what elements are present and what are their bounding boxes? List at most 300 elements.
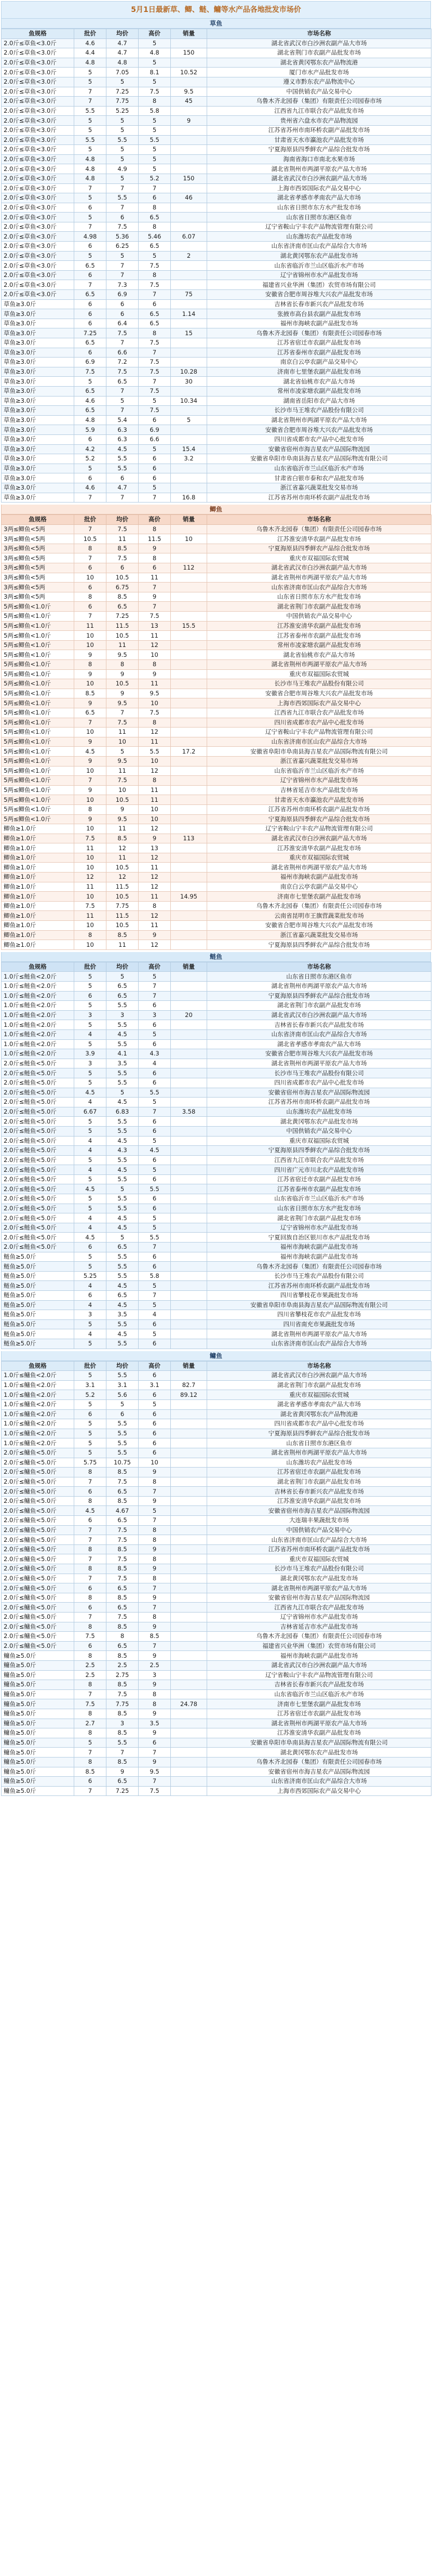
spec-cell: 2.0斤≤草鱼<3.0斤 (2, 68, 74, 77)
wholesale-price-cell: 5.9 (74, 425, 106, 435)
market-name-cell: 长沙市马王堆农产品股份有限公司 (207, 1564, 431, 1574)
market-name-cell: 福州市海峡农副产品批发市场 (207, 1252, 431, 1262)
wholesale-price-cell: 6.67 (74, 1107, 106, 1117)
market-name-cell: 江苏省泰州市农副产品批发市场 (207, 1184, 431, 1194)
wholesale-price-cell: 5 (74, 1204, 106, 1213)
table-row (2, 563, 431, 573)
table-row (2, 1184, 431, 1194)
high-price-cell: 5 (139, 1165, 171, 1175)
spec-cell: 鲫鱼≥1.0斤 (2, 911, 74, 921)
high-price-cell: 5 (139, 251, 171, 261)
market-name-cell: 重庆市双福国际农贸城 (207, 1136, 431, 1146)
volume-cell (171, 106, 207, 116)
market-name-cell: 宁夏回族自治区银川市水产品批发市场 (207, 1233, 431, 1243)
table-row (2, 766, 431, 776)
table-row (2, 1709, 431, 1719)
spec-cell: 5两≤鲫鱼<1.0斤 (2, 766, 74, 776)
high-price-cell: 4.8 (139, 48, 171, 58)
high-price-cell: 5.8 (139, 1271, 171, 1281)
table-row (2, 1786, 431, 1796)
table-row (2, 97, 431, 107)
market-name-cell: 海南省海口市南北水果市场 (207, 154, 431, 164)
spec-cell: 草鱼≥3.0斤 (2, 483, 74, 493)
wholesale-price-cell: 4.98 (74, 232, 106, 242)
market-name-cell: 江苏省宿迁市农副产品批发市场 (207, 1468, 431, 1477)
market-name-cell: 江西省九江市联合农产品批发市场 (207, 708, 431, 718)
high-price-cell: 8 (139, 97, 171, 107)
volume-cell: 10.28 (171, 367, 207, 377)
high-price-cell: 7.5 (139, 358, 171, 367)
spec-cell: 3两≤鲫鱼<5两 (2, 563, 74, 573)
high-price-cell: 5.2 (139, 174, 171, 183)
spec-cell: 草鱼≥3.0斤 (2, 328, 74, 338)
table-row (2, 612, 431, 622)
wholesale-price-cell: 5 (74, 1438, 106, 1448)
table-row (2, 737, 431, 747)
wholesale-price-cell: 10 (74, 728, 106, 737)
market-name-cell: 湖北省荆州市两湖平原农产品大市场 (207, 660, 431, 670)
table-row (2, 853, 431, 863)
volume-cell (171, 203, 207, 213)
volume-cell (171, 1291, 207, 1301)
table-row (2, 1583, 431, 1593)
table-row (2, 972, 431, 982)
column-header: 销量 (171, 29, 207, 39)
average-price-cell: 10.5 (106, 863, 139, 873)
column-header: 均价 (106, 515, 139, 525)
volume-cell (171, 1194, 207, 1204)
volume-cell: 82.7 (171, 1380, 207, 1390)
spec-cell: 2.0斤≤草鱼<3.0斤 (2, 242, 74, 252)
market-name-cell: 安徽省宿州市海吉星农产品国际物流园 (207, 1767, 431, 1777)
high-price-cell: 10 (139, 804, 171, 814)
average-price-cell: 5 (106, 1399, 139, 1409)
spec-cell: 2.0斤≤草鱼<3.0斤 (2, 87, 74, 97)
average-price-cell: 6.9 (106, 290, 139, 300)
high-price-cell: 10 (139, 756, 171, 766)
market-name-cell: 安徽省合肥市周谷堆大兴农产品批发市场 (207, 290, 431, 300)
volume-cell (171, 270, 207, 280)
high-price-cell: 11 (139, 737, 171, 747)
spec-cell: 草鱼≥3.0斤 (2, 444, 74, 454)
average-price-cell: 7.75 (106, 97, 139, 107)
high-price-cell: 6 (139, 1319, 171, 1329)
spec-cell: 5两≤鲫鱼<1.0斤 (2, 737, 74, 747)
table-row (2, 1319, 431, 1329)
average-price-cell: 10.5 (106, 795, 139, 805)
table-row (2, 68, 431, 77)
spec-cell: 2.0斤≤鳙鱼<5.0斤 (2, 1496, 74, 1506)
column-header: 销量 (171, 515, 207, 525)
spec-cell: 1.0斤≤鲢鱼<2.0斤 (2, 1010, 74, 1020)
spec-cell: 草鱼≥3.0斤 (2, 367, 74, 377)
spec-cell: 鲫鱼≥1.0斤 (2, 901, 74, 911)
wholesale-price-cell: 4 (74, 1136, 106, 1146)
table-row (2, 116, 431, 126)
average-price-cell: 5.5 (106, 1319, 139, 1329)
volume-cell (171, 1020, 207, 1030)
wholesale-price-cell: 6.5 (74, 708, 106, 718)
table-row (2, 145, 431, 155)
wholesale-price-cell: 4 (74, 1329, 106, 1339)
average-price-cell: 7.5 (106, 222, 139, 232)
volume-cell (171, 1409, 207, 1419)
high-price-cell: 9.5 (139, 1767, 171, 1777)
average-price-cell: 5.5 (106, 1271, 139, 1281)
market-name-cell: 张掖市高台县农副产品批发市场 (207, 309, 431, 319)
volume-cell: 15.5 (171, 621, 207, 631)
volume-cell (171, 473, 207, 483)
high-price-cell: 5 (139, 77, 171, 87)
high-price-cell: 8 (139, 1699, 171, 1709)
table-row (2, 328, 431, 338)
table-row (2, 1001, 431, 1011)
wholesale-price-cell: 4.5 (74, 1506, 106, 1516)
wholesale-price-cell: 6.9 (74, 358, 106, 367)
wholesale-price-cell: 10 (74, 921, 106, 931)
high-price-cell: 6 (139, 415, 171, 425)
spec-cell: 2.0斤≤草鱼<3.0斤 (2, 290, 74, 300)
high-price-cell: 7 (139, 1107, 171, 1117)
volume-cell (171, 863, 207, 873)
high-price-cell: 10 (139, 1458, 171, 1468)
volume-cell (171, 650, 207, 660)
spec-cell: 鲫鱼≥1.0斤 (2, 834, 74, 843)
table-row (2, 1380, 431, 1390)
high-price-cell: 6 (139, 193, 171, 203)
volume-cell (171, 1204, 207, 1213)
volume-cell (171, 1689, 207, 1699)
high-price-cell: 7 (139, 602, 171, 612)
wholesale-price-cell: 10 (74, 824, 106, 834)
market-name-cell: 遵义市黔东农产品物流中心 (207, 77, 431, 87)
spec-cell: 鲫鱼≥1.0斤 (2, 882, 74, 892)
average-price-cell: 5.5 (106, 1262, 139, 1272)
spec-cell: 2.0斤≤鲢鱼<5.0斤 (2, 1174, 74, 1184)
high-price-cell: 9 (139, 1728, 171, 1738)
table-row (2, 689, 431, 698)
volume-cell (171, 1506, 207, 1516)
wholesale-price-cell: 10 (74, 631, 106, 641)
high-price-cell: 7 (139, 1516, 171, 1526)
high-price-cell: 7 (139, 377, 171, 387)
wholesale-price-cell: 10 (74, 853, 106, 863)
wholesale-price-cell: 5 (74, 1252, 106, 1262)
high-price-cell: 8 (139, 1535, 171, 1545)
column-header: 鱼规格 (2, 29, 74, 39)
spec-cell: 草鱼≥3.0斤 (2, 299, 74, 309)
column-header: 均价 (106, 1361, 139, 1371)
average-price-cell: 11 (106, 534, 139, 544)
wholesale-price-cell: 5 (74, 68, 106, 77)
average-price-cell: 8.5 (106, 1564, 139, 1574)
average-price-cell: 6.83 (106, 1107, 139, 1117)
spec-cell: 3两≤鲫鱼<5两 (2, 592, 74, 602)
wholesale-price-cell: 5 (74, 464, 106, 473)
average-price-cell: 6.3 (106, 434, 139, 444)
spec-cell: 鲫鱼≥1.0斤 (2, 824, 74, 834)
wholesale-price-cell: 9 (74, 650, 106, 660)
spec-cell: 3两≤鲫鱼<5两 (2, 573, 74, 583)
wholesale-price-cell: 2.7 (74, 1719, 106, 1728)
column-header: 销量 (171, 1361, 207, 1371)
volume-cell (171, 145, 207, 155)
market-name-cell: 浙江省嘉兴蔬菜批发交易市场 (207, 483, 431, 493)
wholesale-price-cell: 10 (74, 795, 106, 805)
spec-cell: 2.0斤≤鲢鱼<5.0斤 (2, 1088, 74, 1098)
wholesale-price-cell: 6 (74, 309, 106, 319)
volume-cell (171, 1088, 207, 1098)
column-header: 批价 (74, 962, 106, 972)
average-price-cell: 7 (106, 270, 139, 280)
average-price-cell: 10.5 (106, 892, 139, 902)
high-price-cell: 8 (139, 718, 171, 728)
table-row (2, 1010, 431, 1020)
market-name-cell: 湖北省黄冈鄂东农产品物流港 (207, 1409, 431, 1419)
table-row (2, 756, 431, 766)
wholesale-price-cell: 5 (74, 1039, 106, 1049)
average-price-cell: 8.5 (106, 1622, 139, 1632)
high-price-cell: 7 (139, 1243, 171, 1252)
wholesale-price-cell: 4.6 (74, 38, 106, 48)
high-price-cell: 5 (139, 1213, 171, 1223)
table-row (2, 1223, 431, 1233)
table-row (2, 1613, 431, 1622)
column-header: 鱼规格 (2, 515, 74, 525)
market-name-cell: 江苏淮安清华农副产品批发市场 (207, 534, 431, 544)
column-header: 批价 (74, 1361, 106, 1371)
volume-cell (171, 1029, 207, 1039)
volume-cell: 10 (171, 534, 207, 544)
table-row (2, 718, 431, 728)
market-name-cell: 宁夏海原县四季鲜农产品综合批发市场 (207, 991, 431, 1001)
market-name-cell: 江苏省苏州市南环桥农副产品批发市场 (207, 1281, 431, 1291)
table-row (2, 1233, 431, 1243)
market-name-cell: 浙江省嘉兴蔬菜批发交易市场 (207, 930, 431, 940)
spec-cell: 鳙鱼≥5.0斤 (2, 1748, 74, 1758)
volume-cell: 46 (171, 193, 207, 203)
average-price-cell: 7 (106, 183, 139, 193)
spec-cell: 2.0斤≤草鱼<3.0斤 (2, 38, 74, 48)
average-price-cell: 9 (106, 804, 139, 814)
average-price-cell: 5 (106, 396, 139, 406)
wholesale-price-cell: 4 (74, 1165, 106, 1175)
volume-cell: 89.12 (171, 1390, 207, 1400)
market-name-cell: 中国供销农产品交易中心 (207, 612, 431, 622)
average-price-cell: 3.1 (106, 1380, 139, 1390)
wholesale-price-cell: 9 (74, 756, 106, 766)
wholesale-price-cell: 5.2 (74, 1390, 106, 1400)
volume-cell (171, 1329, 207, 1339)
high-price-cell: 5.8 (139, 106, 171, 116)
table-row (2, 270, 431, 280)
table-row (2, 982, 431, 992)
table-row (2, 834, 431, 843)
spec-cell: 鳙鱼≥5.0斤 (2, 1689, 74, 1699)
high-price-cell: 6 (139, 1438, 171, 1448)
wholesale-price-cell: 5 (74, 1319, 106, 1329)
volume-cell (171, 911, 207, 921)
market-name-cell: 辽宁省鞍山宁丰农产品物流管理有限公司 (207, 222, 431, 232)
wholesale-price-cell: 6 (74, 434, 106, 444)
high-price-cell: 13 (139, 843, 171, 853)
wholesale-price-cell: 4.4 (74, 48, 106, 58)
high-price-cell: 6 (139, 1078, 171, 1088)
table-row (2, 261, 431, 271)
table-row (2, 1448, 431, 1458)
wholesale-price-cell: 6.5 (74, 261, 106, 271)
volume-cell (171, 824, 207, 834)
high-price-cell: 8 (139, 524, 171, 534)
volume-cell (171, 1496, 207, 1506)
market-name-cell: 宁夏海原县四季鲜农产品综合批发市场 (207, 940, 431, 950)
average-price-cell: 7.5 (106, 1689, 139, 1699)
market-name-cell: 江苏省泰州市农副产品批发市场 (207, 631, 431, 641)
volume-cell: 6.07 (171, 232, 207, 242)
average-price-cell: 7.75 (106, 901, 139, 911)
average-price-cell: 6 (106, 1409, 139, 1419)
spec-cell: 2.0斤≤鳙鱼<5.0斤 (2, 1525, 74, 1535)
high-price-cell: 6 (139, 1194, 171, 1204)
wholesale-price-cell: 11 (74, 621, 106, 631)
average-price-cell: 4.5 (106, 1098, 139, 1107)
spec-cell: 2.0斤≤草鱼<3.0斤 (2, 135, 74, 145)
market-name-cell: 福州市海峡农副产品批发市场 (207, 1651, 431, 1661)
table-row (2, 911, 431, 921)
volume-cell (171, 843, 207, 853)
wholesale-price-cell: 6 (74, 991, 106, 1001)
spec-cell: 5两≤鲫鱼<1.0斤 (2, 660, 74, 670)
average-price-cell: 5.5 (106, 1068, 139, 1078)
wholesale-price-cell: 5 (74, 77, 106, 87)
column-header: 市场名称 (207, 1361, 431, 1371)
high-price-cell: 7 (139, 1291, 171, 1301)
average-price-cell: 5 (106, 77, 139, 87)
high-price-cell: 5 (139, 1329, 171, 1339)
high-price-cell: 7.5 (139, 406, 171, 416)
high-price-cell: 5 (139, 154, 171, 164)
high-price-cell: 5 (139, 1281, 171, 1291)
high-price-cell: 8 (139, 270, 171, 280)
table-row (2, 1271, 431, 1281)
market-name-cell: 江苏省苏州市南环桥农副产品批发市场 (207, 804, 431, 814)
spec-cell: 2.0斤≤草鱼<3.0斤 (2, 232, 74, 242)
high-price-cell: 9 (139, 1680, 171, 1690)
table-row (2, 795, 431, 805)
market-name-cell: 山东潍坊农产品批发市场 (207, 1107, 431, 1117)
wholesale-price-cell: 8 (74, 1496, 106, 1506)
average-price-cell: 11 (106, 824, 139, 834)
average-price-cell: 5.25 (106, 106, 139, 116)
average-price-cell: 5.5 (106, 1126, 139, 1136)
wholesale-price-cell: 4 (74, 1223, 106, 1233)
wholesale-price-cell: 8 (74, 1564, 106, 1574)
high-price-cell: 7 (139, 1487, 171, 1497)
market-name-cell: 江西省九江市联合农产品批发市场 (207, 1603, 431, 1613)
average-price-cell: 6.5 (106, 1583, 139, 1593)
average-price-cell: 8.5 (106, 1709, 139, 1719)
high-price-cell: 6 (139, 1252, 171, 1262)
volume-cell (171, 592, 207, 602)
spec-cell: 草鱼≥3.0斤 (2, 425, 74, 435)
average-price-cell: 5.5 (106, 1001, 139, 1011)
market-name-cell: 辽宁省锦州市水产品批发市场 (207, 1223, 431, 1233)
average-price-cell: 9.5 (106, 650, 139, 660)
table-row (2, 242, 431, 252)
wholesale-price-cell: 6.5 (74, 338, 106, 348)
average-price-cell: 4.5 (106, 1136, 139, 1146)
spec-cell: 2.0斤≤鲢鱼<5.0斤 (2, 1194, 74, 1204)
average-price-cell: 4.5 (106, 1223, 139, 1233)
average-price-cell: 9 (106, 669, 139, 679)
volume-cell (171, 1603, 207, 1613)
market-name-cell: 安徽省宿州市海吉星农产品国际物流园 (207, 1088, 431, 1098)
volume-cell (171, 804, 207, 814)
wholesale-price-cell: 3 (74, 1310, 106, 1320)
average-price-cell: 7.25 (106, 87, 139, 97)
average-price-cell: 6.5 (106, 1243, 139, 1252)
average-price-cell: 8.5 (106, 1728, 139, 1738)
wholesale-price-cell: 4.6 (74, 483, 106, 493)
average-price-cell: 4.5 (106, 1281, 139, 1291)
volume-cell (171, 1271, 207, 1281)
high-price-cell: 5.5 (139, 135, 171, 145)
volume-cell (171, 972, 207, 982)
average-price-cell: 5.5 (106, 1039, 139, 1049)
wholesale-price-cell: 4 (74, 1146, 106, 1156)
table-row (2, 396, 431, 406)
average-price-cell: 6.5 (106, 602, 139, 612)
market-name-cell: 甘肃省白银市泰和农产品批发市场 (207, 473, 431, 483)
spec-cell: 鲢鱼≥5.0斤 (2, 1291, 74, 1301)
spec-cell: 1.0斤≤鳙鱼<2.0斤 (2, 1371, 74, 1381)
average-price-cell: 7.5 (106, 1477, 139, 1487)
volume-cell (171, 737, 207, 747)
market-name-cell: 济南市七里堡农副产品批发市场 (207, 892, 431, 902)
spec-cell: 1.0斤≤鳙鱼<2.0斤 (2, 1419, 74, 1429)
high-price-cell: 8 (139, 776, 171, 786)
volume-cell (171, 853, 207, 863)
high-price-cell: 7 (139, 493, 171, 503)
wholesale-price-cell: 7.5 (74, 901, 106, 911)
high-price-cell: 8 (139, 1525, 171, 1535)
average-price-cell: 5.5 (106, 1078, 139, 1088)
high-price-cell: 6.5 (139, 309, 171, 319)
wholesale-price-cell: 5 (74, 982, 106, 992)
wholesale-price-cell: 5 (74, 1126, 106, 1136)
volume-cell (171, 1174, 207, 1184)
table-row (2, 1680, 431, 1690)
high-price-cell: 6 (139, 1117, 171, 1127)
volume-cell (171, 1319, 207, 1329)
market-name-cell: 福建省兴业华洲（集团）农贸市场有限公司 (207, 280, 431, 290)
volume-cell (171, 338, 207, 348)
spec-cell: 3两≤鲫鱼<5两 (2, 553, 74, 563)
average-price-cell: 5.5 (106, 1371, 139, 1381)
table-row (2, 728, 431, 737)
spec-cell: 5两≤鲫鱼<1.0斤 (2, 708, 74, 718)
wholesale-price-cell: 5 (74, 116, 106, 126)
high-price-cell: 6 (139, 1068, 171, 1078)
average-price-cell: 11 (106, 766, 139, 776)
wholesale-price-cell: 10 (74, 892, 106, 902)
market-name-cell: 江苏淮安清华农副产品批发市场 (207, 843, 431, 853)
table-row (2, 1748, 431, 1758)
wholesale-price-cell: 8 (74, 592, 106, 602)
volume-cell (171, 728, 207, 737)
wholesale-price-cell: 7 (74, 718, 106, 728)
high-price-cell: 8 (139, 553, 171, 563)
